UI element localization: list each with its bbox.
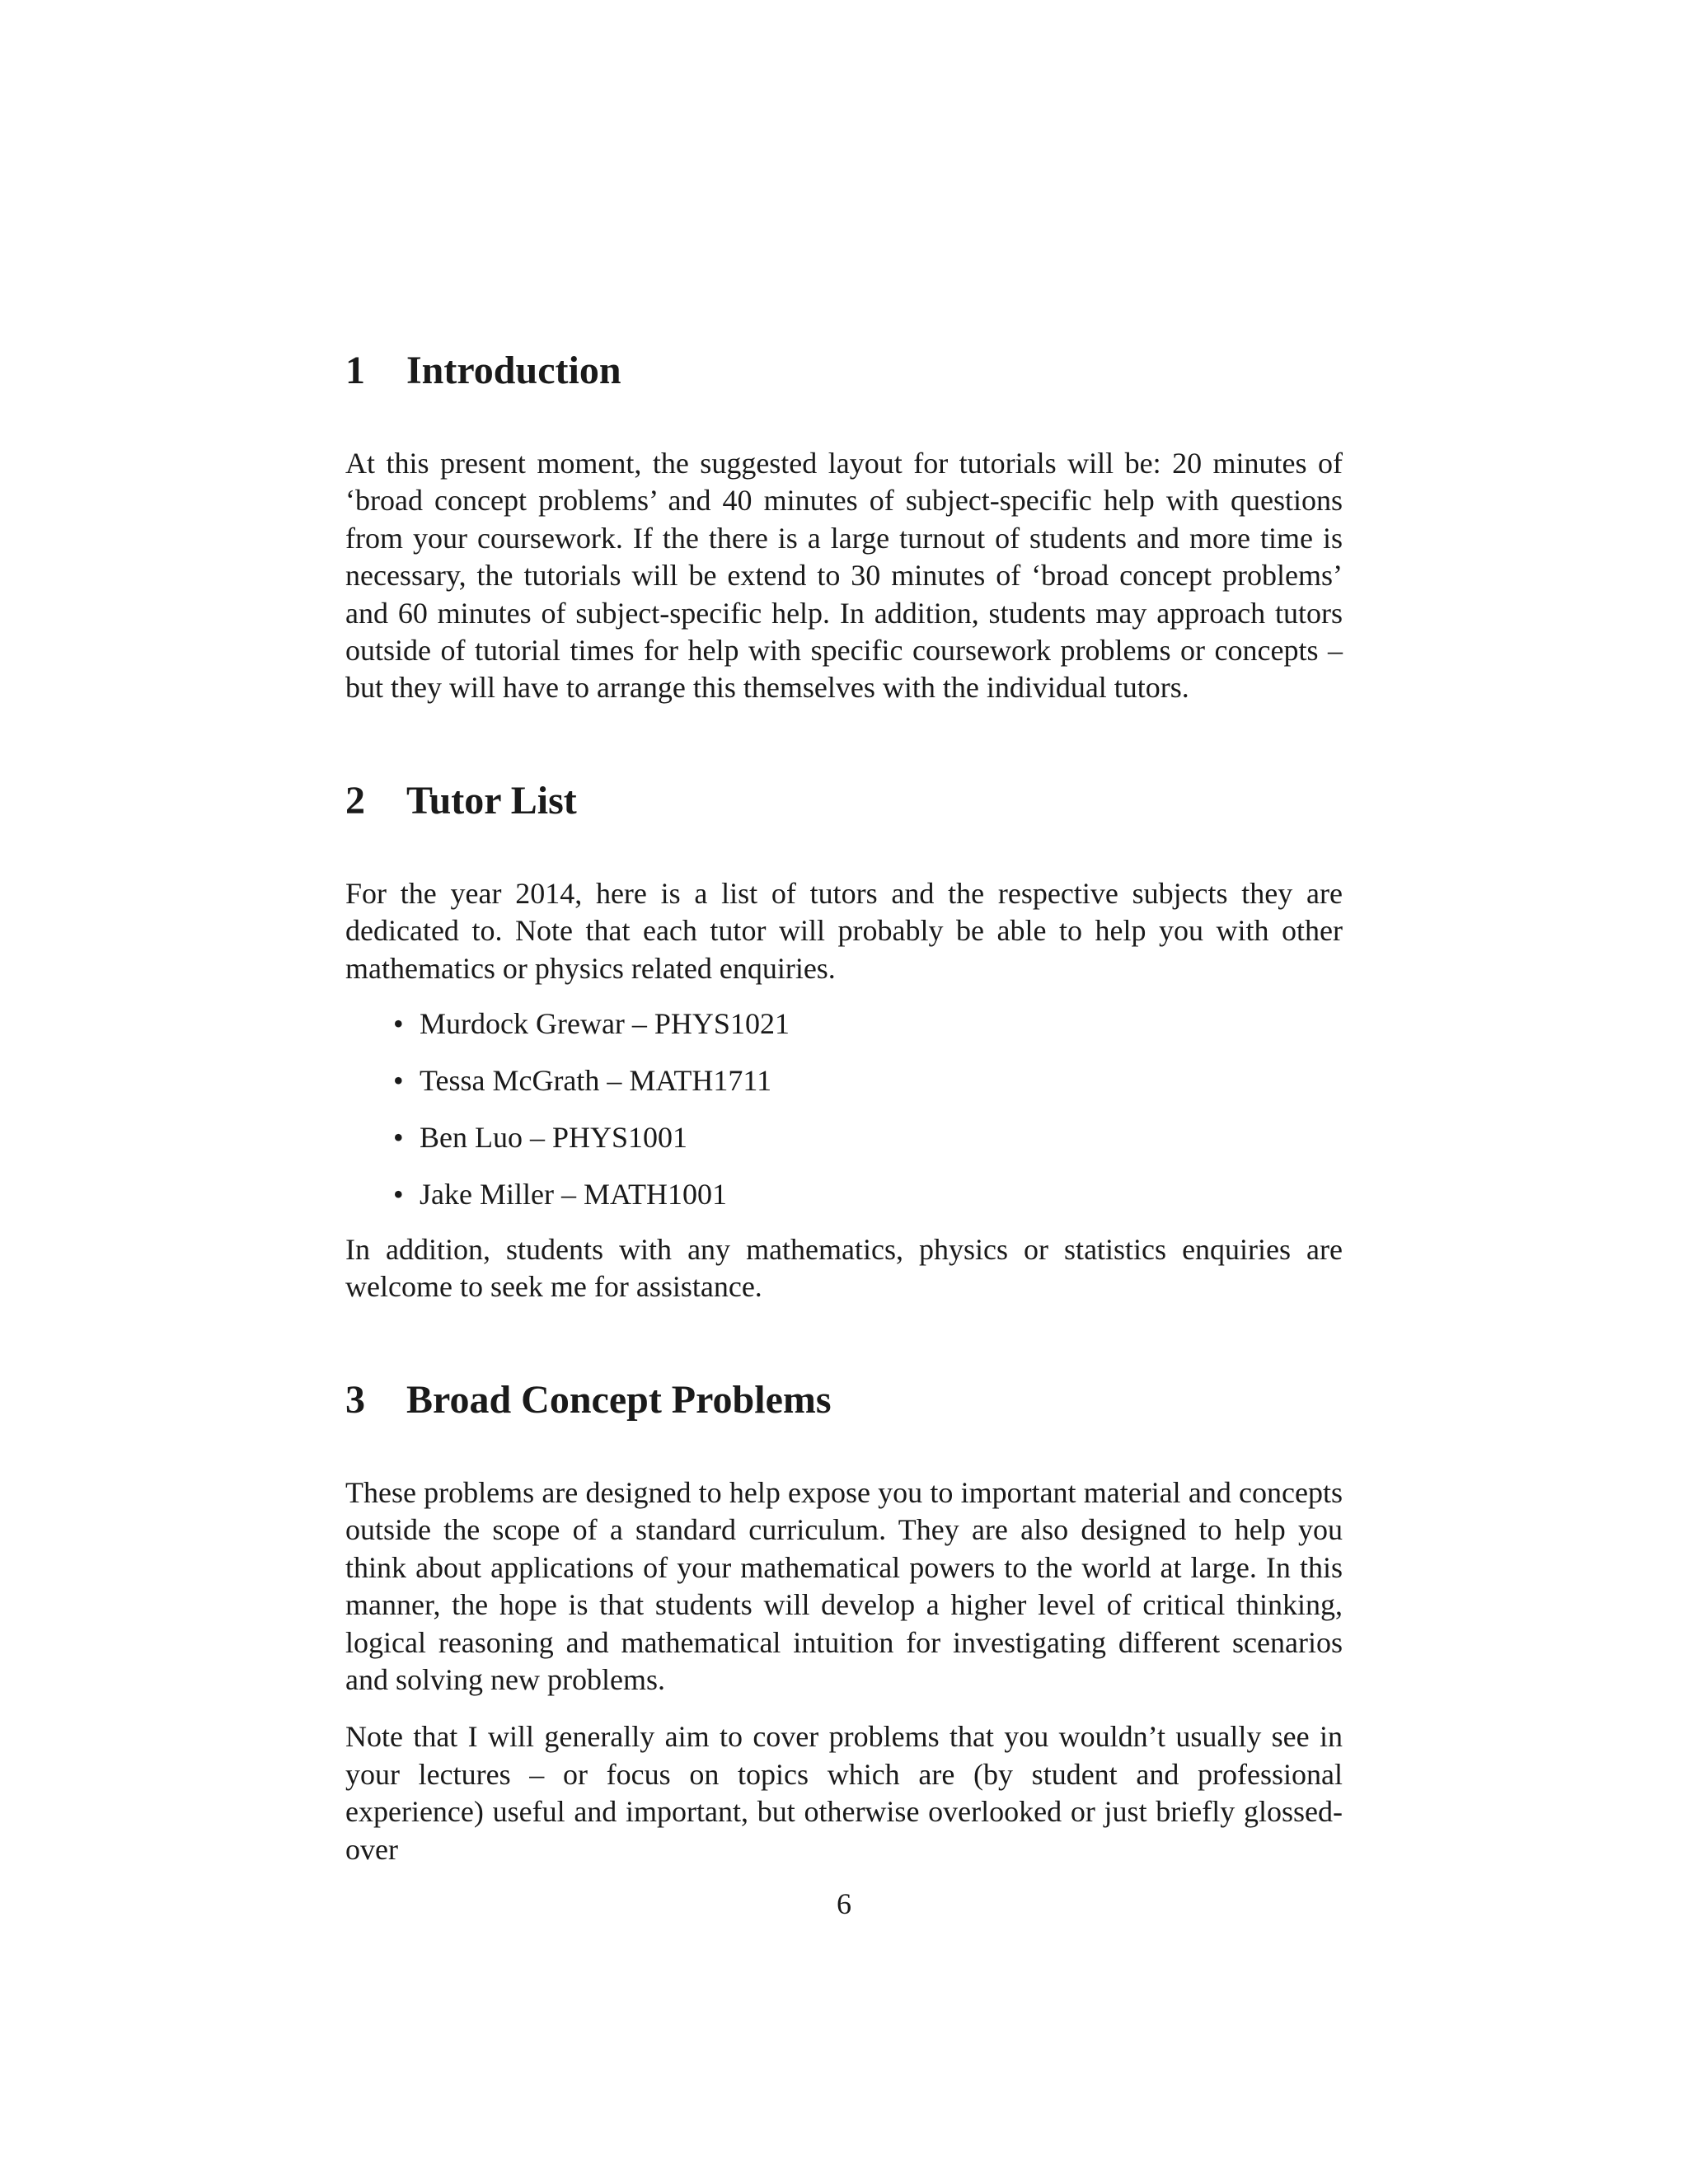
tutor-list-outro-paragraph: In addition, students with any mathematics, physics or statistics enquiries are welcome to seek me for assistance. — [345, 1233, 1343, 1304]
page-number: 6 — [837, 1887, 851, 1920]
bullet-icon: • — [393, 1007, 404, 1041]
bullet-icon: • — [393, 1178, 404, 1212]
section-heading-introduction — [345, 346, 1343, 396]
tutor-entry: Murdock Grewar – PHYS1021 — [420, 1007, 790, 1041]
section-number: 1 — [345, 349, 365, 392]
section-number: 2 — [345, 778, 365, 823]
list-item — [345, 1176, 1343, 1213]
section-title: Introduction — [406, 349, 621, 392]
section-title: Tutor List — [406, 778, 577, 823]
introduction-paragraph: At this present moment, the suggested layout for tutorials will be: 20 minutes of ‘broad concept problems’ and 40 minutes of subject-specific help with questions from your coursework. If the there is a large turnout of students and more time is necessary, the tutorials will be extend to 30 minutes of ‘broad concept problems’ and 60 minutes of subject-specific help. In addition, students may approach tutors outside of tutorial times for help with specific coursework problems or concepts – but they will have to arrange this themselves with the individual tutors. — [345, 447, 1343, 705]
bullet-icon: • — [393, 1064, 404, 1098]
tutor-list-intro-paragraph: For the year 2014, here is a list of tutors and the respective subjects they are dedicated to. Note that each tutor will probably be able to help you with other mathematics or physics related enquiries. — [345, 876, 1343, 985]
tutor-entry: Jake Miller – MATH1001 — [420, 1178, 727, 1212]
list-item — [345, 1005, 1343, 1043]
broad-concept-note-paragraph: Note that I will generally aim to cover problems that you wouldn’t usually see in your lectures – or focus on topics which are (by student and professional experience) useful and important, but otherwise overlooked or just briefly glossed-over — [345, 1720, 1343, 1866]
list-item — [345, 1062, 1343, 1099]
tutor-entry: Tessa McGrath – MATH1711 — [420, 1064, 772, 1098]
section-title: Broad Concept Problems — [406, 1377, 832, 1422]
section-heading-broad-concept-problems — [345, 1376, 1343, 1425]
section-heading-tutor-list — [345, 776, 1343, 826]
section-number: 3 — [345, 1377, 365, 1422]
list-item — [345, 1119, 1343, 1156]
page-content — [345, 346, 1343, 1868]
bullet-icon: • — [393, 1121, 404, 1155]
broad-concept-paragraph: These problems are designed to help expose you to important material and concepts outside the scope of a standard curriculum. They are also designed to help you think about applications of your mathematical powers to the world at large. In this manner, the hope is that students will develop a higher level of critical thinking, logical reasoning and mathematical intuition for investigating different scenarios and solving new problems. — [345, 1475, 1343, 1696]
tutor-entry: Ben Luo – PHYS1001 — [420, 1121, 688, 1155]
tutor-list — [345, 1005, 1343, 1213]
